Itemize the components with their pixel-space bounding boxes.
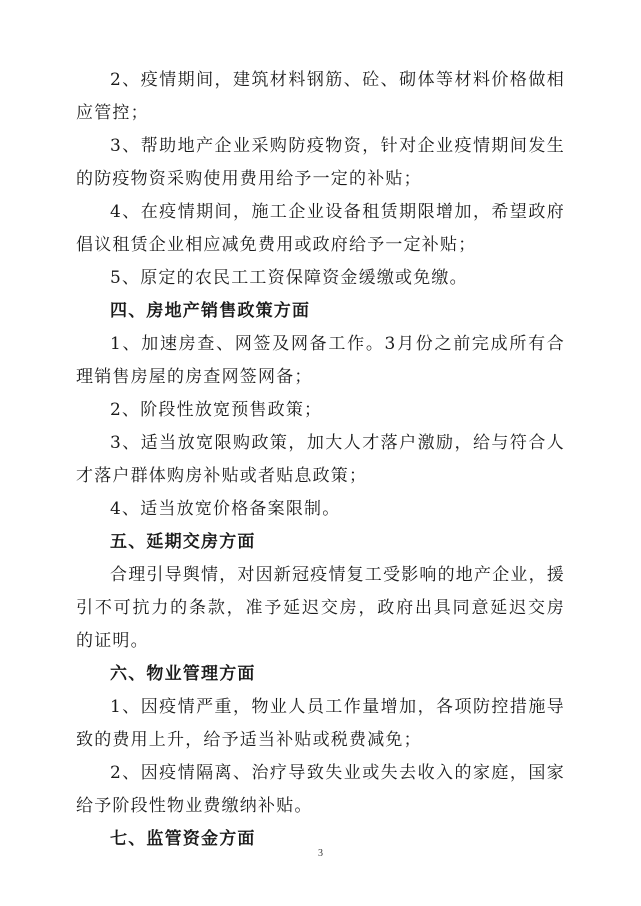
paragraph-property-fee-subsidy: 2、因疫情隔离、治疗导致失业或失去收入的家庭，国家给予阶段性物业费缴纳补贴。 [76,763,565,816]
paragraph-purchase-restriction: 3、适当放宽限购政策，加大人才落户激励，给与符合人才落户群体购房补贴或者贴息政策； [76,433,565,486]
heading-delayed-delivery: 五、延期交房方面 [110,532,256,552]
paragraph-wage-guarantee-deferral: 5、原定的农民工工资保障资金缓缴或免缴。 [110,268,468,288]
paragraph-force-majeure: 合理引导舆情，对因新冠疫情复工受影响的地产企业，援引不可抗力的条款，准予延迟交房，政府出具同意延迟交房的证明。 [76,565,565,651]
paragraph-online-signing: 1、加速房查、网签及网备工作。3月份之前完成所有合理销售房屋的房查网签网备； [76,334,565,387]
paragraph-property-cost-subsidy: 1、因疫情严重，物业人员工作量增加，各项防控措施导致的费用上升，给予适当补贴或税费减免； [76,697,565,750]
page-number: 3 [318,848,323,859]
paragraph-price-filing: 4、适当放宽价格备案限制。 [110,499,341,519]
paragraph-epidemic-supplies-subsidy: 3、帮助地产企业采购防疫物资，针对企业疫情期间发生的防疫物资采购使用费用给予一定的补贴； [76,136,565,189]
heading-supervised-funds: 七、监管资金方面 [110,829,256,849]
paragraph-equipment-lease-relief: 4、在疫情期间，施工企业设备租赁期限增加，希望政府倡议租赁企业相应减免费用或政府给予一定补贴； [76,202,565,255]
paragraph-materials-price-control: 2、疫情期间，建筑材料钢筋、砼、砌体等材料价格做相应管控； [76,70,565,123]
heading-property-management: 六、物业管理方面 [110,664,256,684]
paragraph-presale-policy: 2、阶段性放宽预售政策； [110,400,323,420]
heading-sales-policy: 四、房地产销售政策方面 [110,301,311,321]
